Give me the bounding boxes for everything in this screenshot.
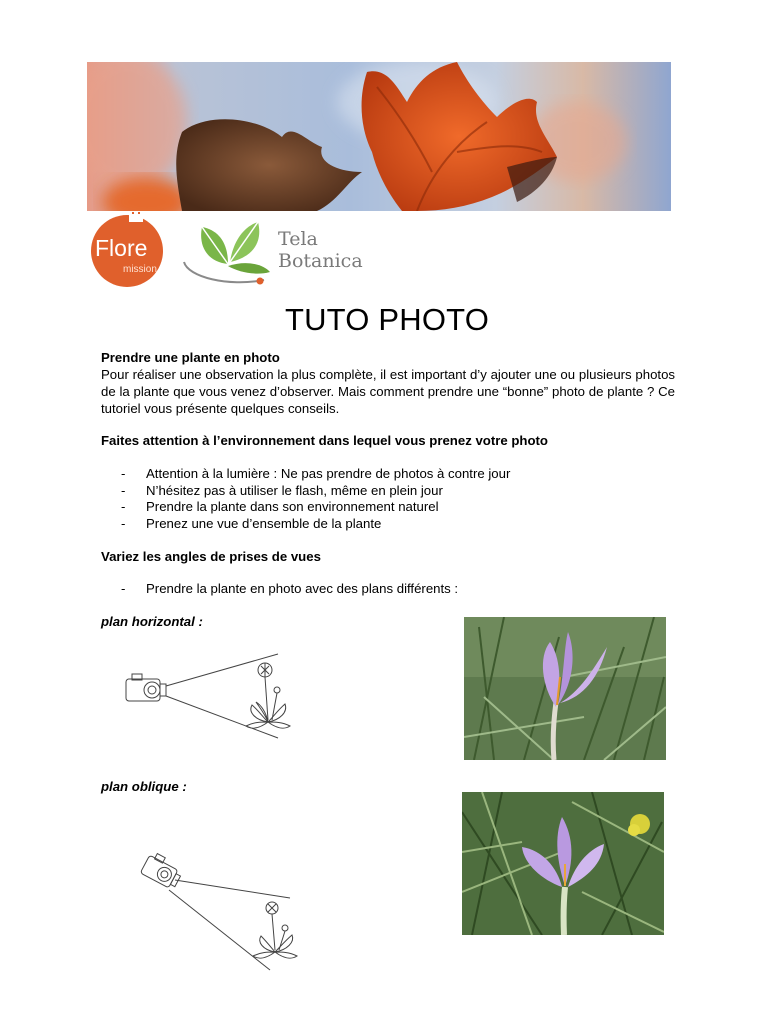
list-item — [121, 466, 510, 483]
list-item-text: Prendre la plante dans son environnement naturel — [146, 499, 439, 515]
oblique-angle-diagram — [135, 850, 320, 975]
camera-icon — [140, 851, 184, 890]
page-title: TUTO PHOTO — [284, 302, 490, 337]
bullet-dash: - — [121, 581, 126, 596]
bullet-dash: - — [121, 515, 126, 531]
crocus-photo-horizontal — [464, 617, 666, 760]
environment-list — [121, 466, 510, 532]
list-item-text: N’hésitez pas à utiliser le flash, même en plein jour — [146, 482, 443, 498]
angles-heading: Variez les angles de prises de vues — [101, 549, 321, 564]
intro-heading: Prendre une plante en photo — [101, 350, 280, 365]
caption-oblique: plan oblique : — [101, 779, 187, 794]
list-item-text: Prenez une vue d’ensemble de la plante — [146, 515, 382, 531]
angles-list — [121, 581, 458, 598]
bullet-dash: - — [121, 499, 126, 515]
tela-botanica-logo — [178, 212, 378, 288]
environment-heading: Faites attention à l’environnement dans lequel vous prenez votre photo — [101, 433, 548, 448]
tela-logo-text: Tela — [278, 228, 318, 250]
bullet-dash: - — [121, 482, 126, 498]
mission-logo-text: mission — [123, 264, 157, 275]
banner-image — [87, 62, 671, 211]
flore-logo-text: Flore — [95, 235, 148, 261]
camera-icon — [126, 674, 166, 701]
botanica-logo-text: Botanica — [278, 250, 363, 272]
list-item — [121, 516, 510, 533]
flore-mission-logo — [89, 212, 167, 288]
caption-horizontal: plan horizontal : — [101, 614, 203, 629]
list-item — [121, 499, 510, 516]
list-item — [121, 483, 510, 500]
list-item-text: Attention à la lumière : Ne pas prendre de photos à contre jour — [146, 466, 511, 481]
crocus-photo-oblique — [462, 792, 664, 935]
dandelion-plant-icon — [253, 902, 297, 958]
bullet-dash: - — [121, 466, 126, 481]
dandelion-plant-icon — [246, 663, 290, 728]
list-item-text: Prendre la plante en photo avec des plans différents : — [146, 581, 459, 596]
horizontal-angle-diagram — [120, 650, 320, 745]
list-item — [121, 581, 458, 598]
intro-paragraph: Pour réaliser une observation la plus complète, il est important d’y ajouter une ou plusieurs photos de la plante que vous venez d’observer. Mais comment prendre une “bonne” photo de plante ? Ce tutoriel vous présente quelques conseils. — [101, 367, 675, 416]
